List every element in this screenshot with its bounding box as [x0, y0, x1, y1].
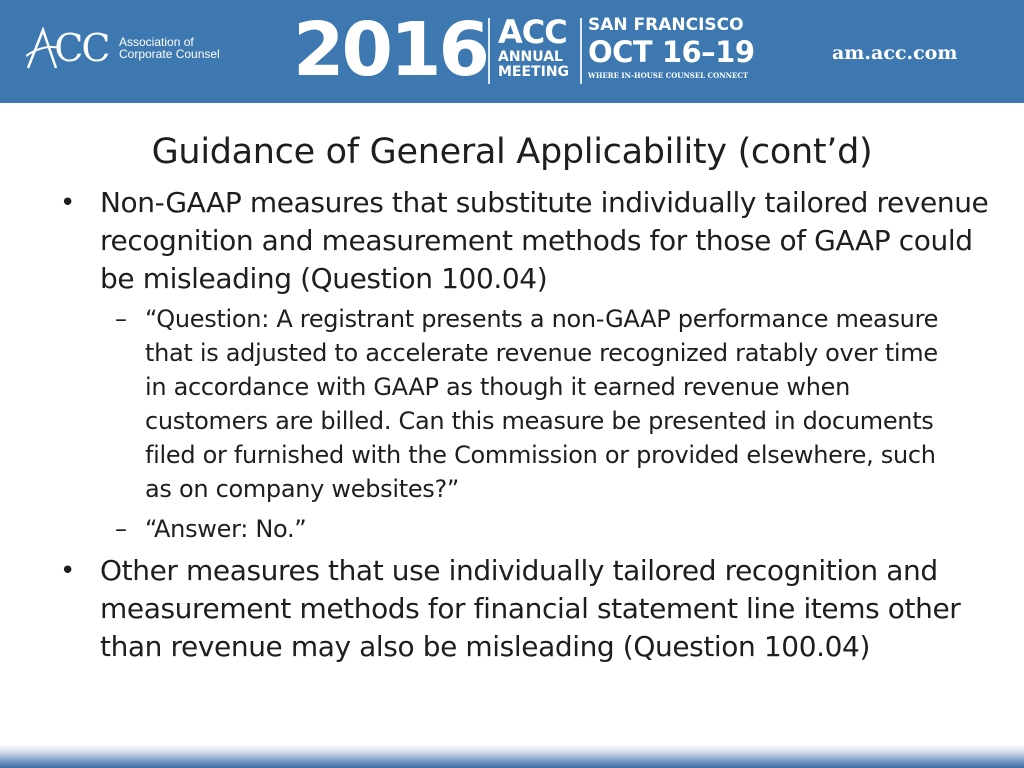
website-label: am.acc.com: [832, 42, 958, 64]
bullet-text: Non-GAAP measures that substitute individually tailored revenue recognition and measurement methods for those of GAAP could be misleading (Question 100.04): [100, 186, 989, 295]
org-name: [119, 36, 220, 60]
event-dates: OCT 16–19: [588, 35, 755, 69]
footer-bar: [0, 744, 1024, 768]
event-city: SAN FRANCISCO: [588, 15, 744, 35]
bullet-list: [0, 184, 1024, 666]
sub-bullet-marker: –: [115, 305, 127, 333]
sub-bullet-item: [0, 302, 955, 506]
bullet-item: [0, 184, 990, 298]
sub-bullet-text: “Question: A registrant presents a non-GAAP performance measure that is adjusted to accelerate revenue recognized ratably over time in accordance with GAAP as though it earned revenue when customers are billed. Can this measure be presented in documents filed or furnished with the Commission or provided elsewhere, such as on company websites?”: [145, 305, 939, 503]
header-banner: [0, 0, 1024, 103]
slide-title: Guidance of General Applicability (cont’d): [151, 132, 873, 173]
org-name-line2: Corporate Counsel: [119, 47, 220, 61]
bullet-marker: •: [60, 556, 75, 586]
header-divider: [488, 18, 490, 84]
sub-bullet-marker: –: [115, 515, 127, 543]
bullet-text: Other measures that use individually tailored recognition and measurement methods for financial statement line items other than revenue may also be misleading (Question 100.04): [100, 554, 961, 663]
meeting-label: MEETING: [498, 64, 570, 80]
annual-label: ANNUAL: [498, 49, 563, 65]
sub-bullet-item: [0, 512, 955, 546]
bullet-marker: •: [60, 188, 75, 218]
acc-wordmark: ACC: [498, 13, 567, 51]
year-logo: 2016: [293, 7, 487, 93]
event-tagline: WHERE IN-HOUSE COUNSEL CONNECT: [588, 71, 749, 80]
bullet-item: [0, 552, 990, 666]
sub-bullet-text: “Answer: No.”: [145, 515, 307, 543]
header-divider-2: [580, 18, 582, 84]
acc-logo-mark: CC: [24, 26, 109, 70]
org-name-line1: Association of: [119, 35, 194, 49]
annual-meeting-label: [498, 50, 588, 80]
